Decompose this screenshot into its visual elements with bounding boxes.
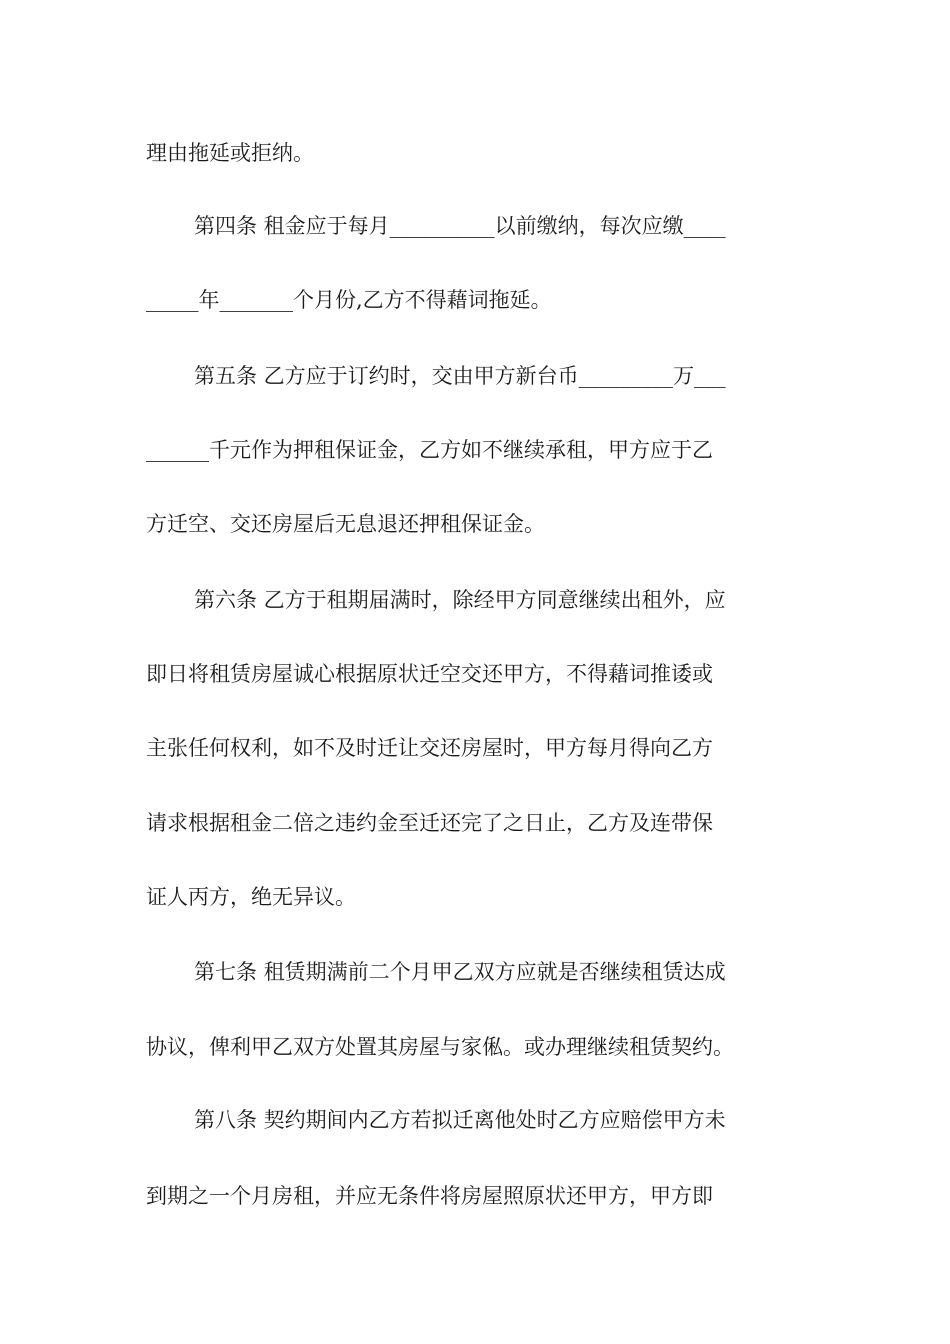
clause-8-line: 第八条 契约期间内乙方若拟迁离他处时乙方应赔偿甲方未	[194, 1108, 726, 1132]
text-line: 到期之一个月房租，并应无条件将房屋照原状还甲方，甲方即	[146, 1184, 713, 1208]
clause-6-line: 第六条 乙方于租期届满时，除经甲方同意继续出租外，应	[194, 588, 726, 612]
clause-5-line: 第五条 乙方应于订约时，交由甲方新台币_________万___	[194, 364, 726, 388]
text-line: 即日将租赁房屋诚心根据原状迁空交还甲方，不得藉词推诿或	[146, 662, 713, 686]
text-line: 证人丙方，绝无异议。	[146, 885, 356, 909]
text-line: 主张任何权利，如不及时迁让交还房屋时，甲方每月得向乙方	[146, 736, 713, 760]
text-line: 理由拖延或拒纳。	[146, 141, 314, 165]
text-line: 请求根据租金二倍之违约金至迁还完了之日止，乙方及连带保	[146, 811, 713, 835]
text-line: 协议，俾利甲乙双方处置其房屋与家俬。或办理继续租赁契约。	[146, 1035, 734, 1059]
clause-4-line: 第四条 租金应于每月__________以前缴纳，每次应缴____	[194, 214, 726, 238]
text-line: 方迁空、交还房屋后无息退还押租保证金。	[146, 512, 545, 536]
text-line: ______千元作为押租保证金，乙方如不继续承租，甲方应于乙	[146, 438, 713, 462]
clause-7-line: 第七条 租赁期满前二个月甲乙双方应就是否继续租赁达成	[194, 960, 726, 984]
text-line: _____年_______个月份,乙方不得藉词拖延。	[146, 288, 552, 312]
